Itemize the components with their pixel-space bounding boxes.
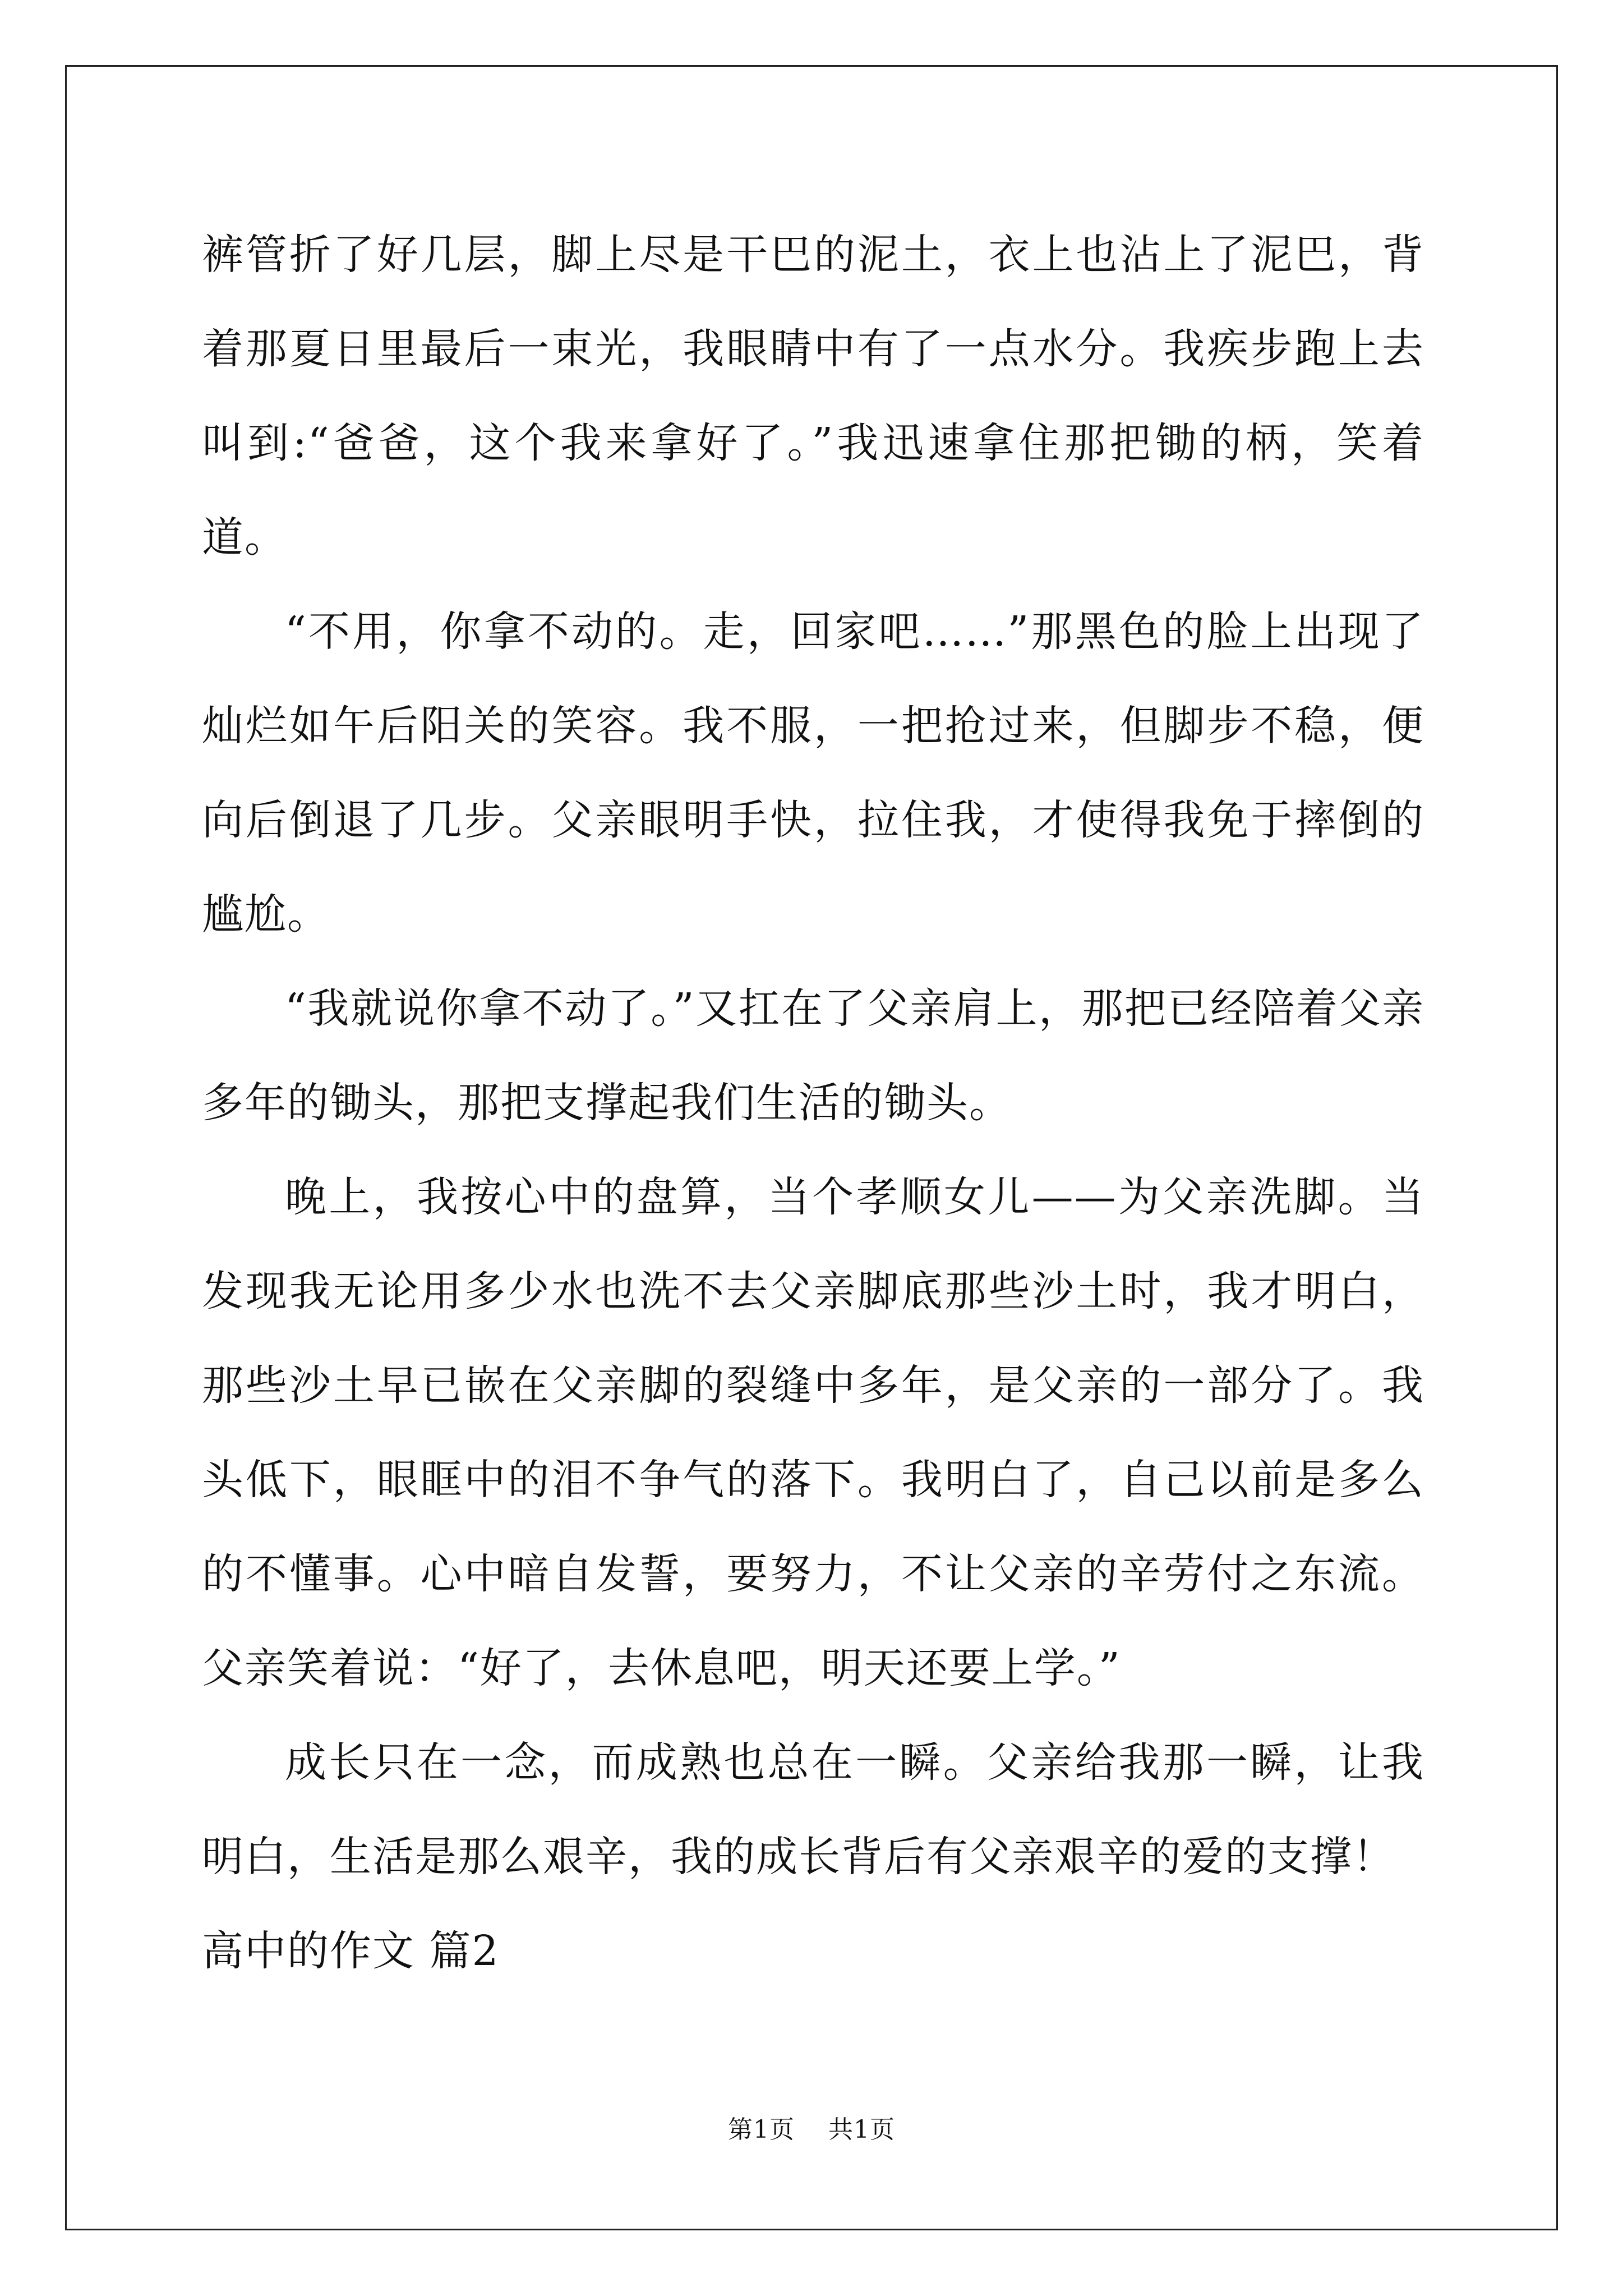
page-total: 共1页 [828,2115,895,2144]
page-footer [0,2109,1623,2145]
document-body [202,208,1424,1998]
paragraph: “不用，你拿不动的。走，回家吧……”那黑色的脸上出现了灿烂如午后阳关的笑容。我不服，一把抢过来，但脚步不稳，便向后倒退了几步。父亲眼明手快，拉住我，才使得我免于摔倒的尴尬。 [202,608,1424,938]
page-number: 第1页 [728,2115,795,2144]
paragraph: 成长只在一念，而成熟也总在一瞬。父亲给我那一瞬，让我明白，生活是那么艰辛，我的成长背后有父亲艰辛的爱的支撑！ [202,1738,1424,1881]
paragraph: “我就说你拿不动了。”又扛在了父亲肩上，那把已经陪着父亲多年的锄头，那把支撑起我们生活的锄头。 [202,984,1424,1127]
paragraph: 裤管折了好几层，脚上尽是干巴的泥土，衣上也沾上了泥巴，背着那夏日里最后一束光，我眼睛中有了一点水分。我疾步跑上去叫到:“爸爸，这个我来拿好了。”我迅速拿住那把锄的柄，笑着道。 [202,231,1424,562]
section-heading: 高中的作文 篇2 [202,1927,500,1975]
paragraph: 晚上，我按心中的盘算，当个孝顺女儿——为父亲洗脚。当发现我无论用多少水也洗不去父亲脚底那些沙土时，我才明白，那些沙土早已嵌在父亲脚的裂缝中多年，是父亲的一部分了。我头低下，眼眶中的泪不争气的落下。我明白了，自己以前是多么的不懂事。心中暗自发誓，要努力，不让父亲的辛劳付之东流。父亲笑着说：“好了，去休息吧，明天还要上学。” [202,1173,1424,1692]
